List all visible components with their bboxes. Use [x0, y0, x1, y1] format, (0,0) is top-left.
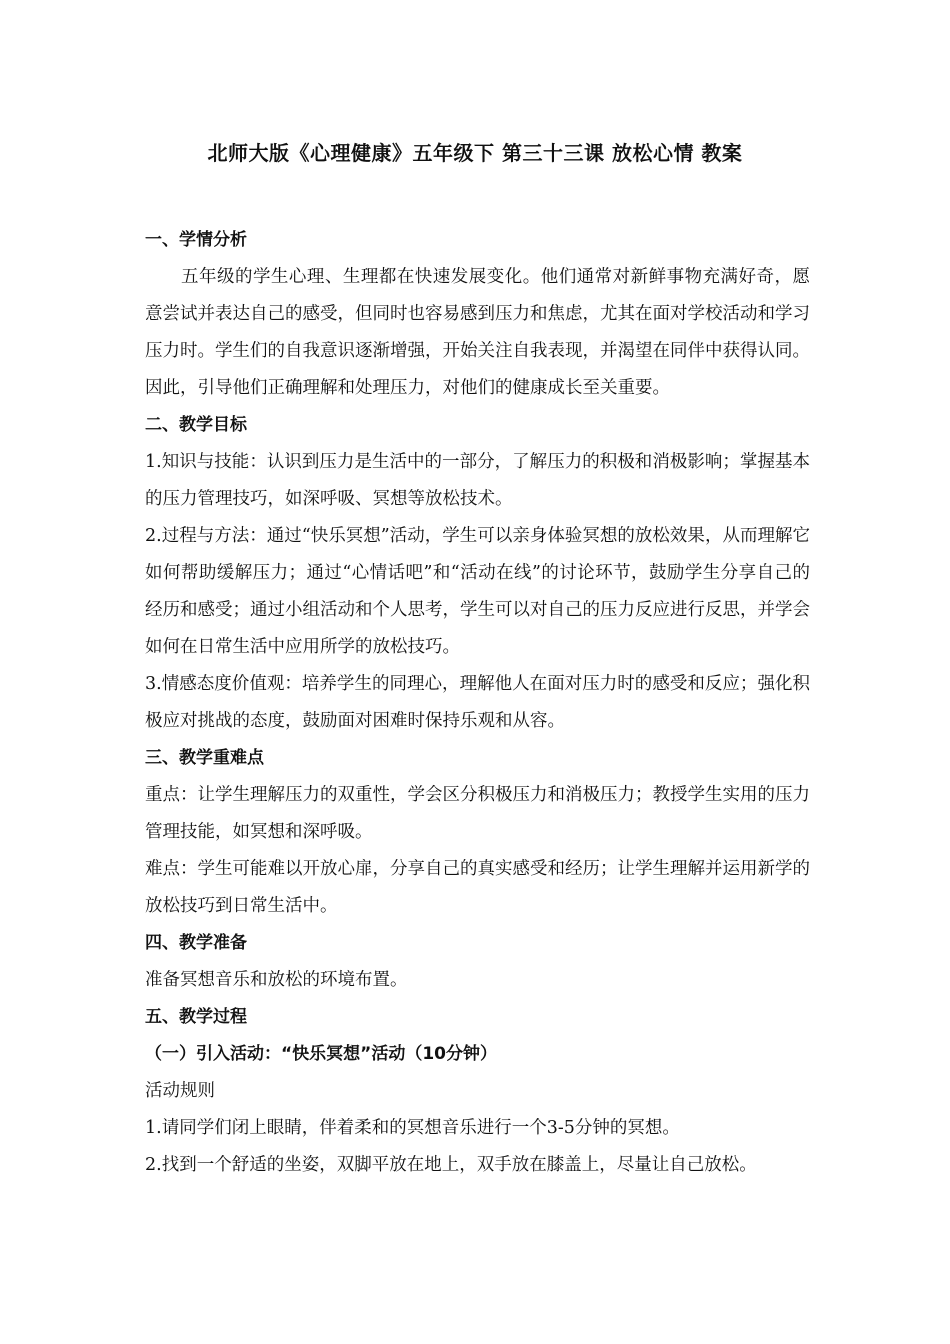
preparation-paragraph: 准备冥想音乐和放松的环境布置。 [145, 970, 408, 990]
page-title: 北师大版《心理健康》五年级下 第三十三课 放松心情 教案 [207, 141, 743, 165]
section-heading-goals: 二、教学目标 [145, 415, 247, 435]
section-heading-analysis: 一、学情分析 [145, 230, 247, 250]
section-heading-key-points: 三、教学重难点 [145, 748, 264, 768]
goal-item-3: 3.情感态度价值观：培养学生的同理心，理解他人在面对压力时的感受和反应；强化积极应对挑战的态度，鼓励面对困难时保持乐观和从容。 [145, 674, 810, 731]
key-point-paragraph: 重点：让学生理解压力的双重性，学会区分积极压力和消极压力；教授学生实用的压力管理技能，如冥想和深呼吸。 [145, 785, 810, 842]
section-heading-process: 五、教学过程 [145, 1007, 247, 1027]
activity-rule-1: 1.请同学们闭上眼睛，伴着柔和的冥想音乐进行一个3-5分钟的冥想。 [145, 1118, 680, 1138]
goal-item-1: 1.知识与技能：认识到压力是生活中的一部分，了解压力的积极和消极影响；掌握基本的压力管理技巧，如深呼吸、冥想等放松技术。 [145, 452, 810, 509]
section-heading-preparation: 四、教学准备 [145, 933, 247, 953]
document-body [145, 222, 810, 1184]
activity-rules-label: 活动规则 [145, 1081, 215, 1101]
goal-item-2: 2.过程与方法：通过“快乐冥想”活动，学生可以亲身体验冥想的放松效果，从而理解它如何帮助缓解压力；通过“心情话吧”和“活动在线”的讨论环节，鼓励学生分享自己的经历和感受；通过小组活动和个人思考，学生可以对自己的压力反应进行反思，并学会如何在日常生活中应用所学的放松技巧。 [145, 526, 810, 657]
analysis-paragraph: 五年级的学生心理、生理都在快速发展变化。他们通常对新鲜事物充满好奇，愿意尝试并表达自己的感受，但同时也容易感到压力和焦虑，尤其在面对学校活动和学习压力时。学生们的自我意识逐渐增强，开始关注自我表现，并渴望在同伴中获得认同。因此，引导他们正确理解和处理压力，对他们的健康成长至关重要。 [145, 267, 810, 398]
activity-rule-2: 2.找到一个舒适的坐姿，双脚平放在地上，双手放在膝盖上，尽量让自己放松。 [145, 1155, 757, 1175]
subsection-heading-intro-activity: （一）引入活动：“快乐冥想”活动（10分钟） [145, 1044, 498, 1064]
difficult-point-paragraph: 难点：学生可能难以开放心扉，分享自己的真实感受和经历；让学生理解并运用新学的放松技巧到日常生活中。 [145, 859, 810, 916]
